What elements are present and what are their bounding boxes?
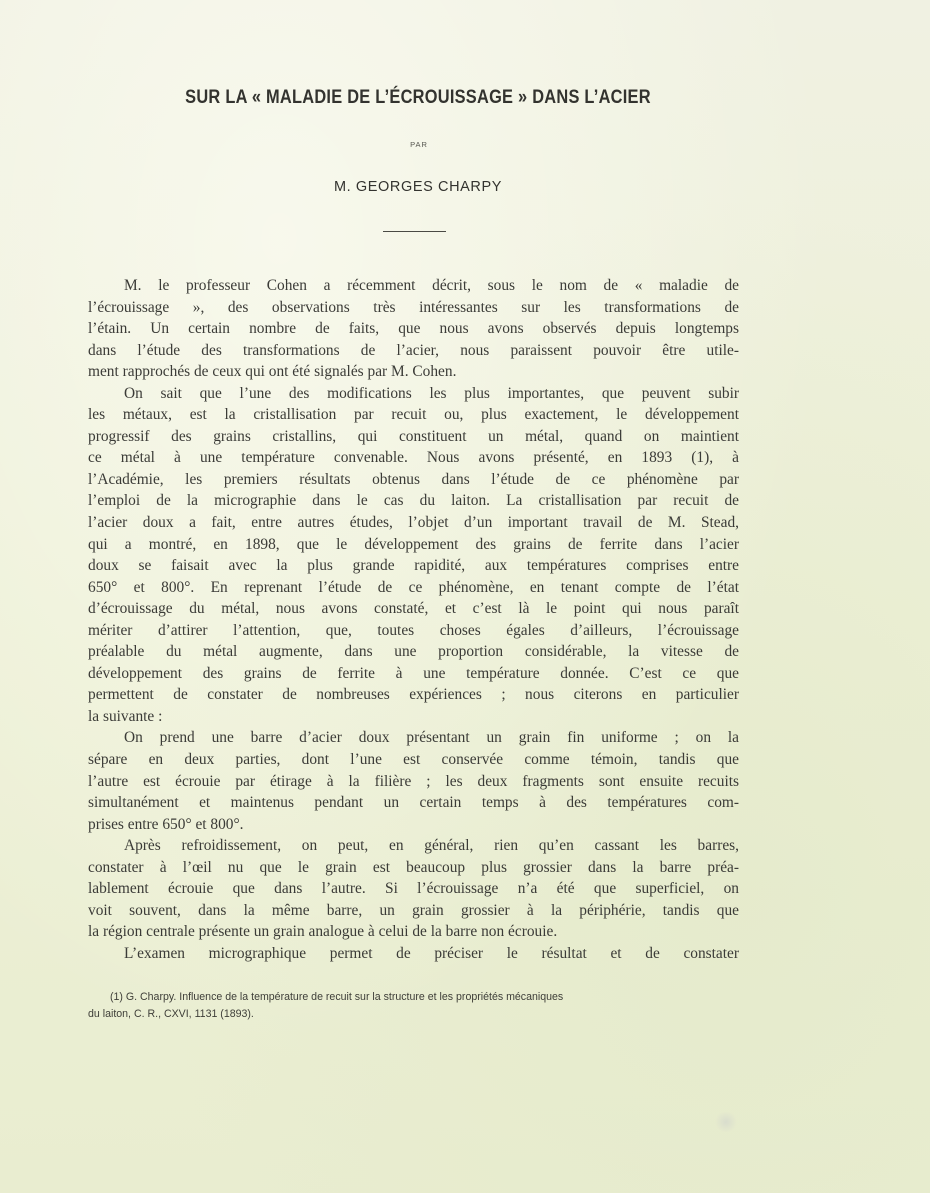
body-line: sépare en deux parties, dont l’une est conservée comme témoin, tandis que: [88, 751, 739, 769]
body-line: voit souvent, dans la même barre, un grain grossier à la périphérie, tandis que: [88, 901, 739, 919]
body-line: On prend une barre d’acier doux présentant un grain fin uniforme ; on la: [124, 729, 739, 747]
body-line: constater à l’œil nu que le grain est beaucoup plus grossier dans la barre préa-: [88, 858, 739, 876]
body-line: Après refroidissement, on peut, en général, rien qu’en cassant les barres,: [124, 837, 739, 855]
author-name: M. GEORGES CHARPY: [333, 179, 503, 195]
byline-par: PAR: [410, 140, 428, 149]
body-line: l’écrouissage », des observations très intéressantes sur les transformations de: [88, 298, 739, 316]
body-line: l’Académie, les premiers résultats obtenus dans l’étude de ce phénomène par: [88, 470, 739, 488]
body-line: l’acier doux a fait, entre autres études, l’objet d’un important travail de M. Stead,: [88, 514, 739, 532]
body-line: doux se faisait avec la plus grande rapidité, aux températures comprises entre: [88, 557, 739, 575]
body-line: les métaux, est la cristallisation par recuit ou, plus exactement, le développement: [88, 406, 739, 424]
body-line: 650° et 800°. En reprenant l’étude de ce phénomène, en tenant compte de l’état: [88, 578, 739, 596]
body-line: On sait que l’une des modifications les plus importantes, que peuvent subir: [124, 384, 739, 402]
body-line: qui a montré, en 1898, que le développement des grains de ferrite dans l’acier: [88, 535, 739, 553]
body-line: ce métal à une température convenable. Nous avons présenté, en 1893 (1), à: [88, 449, 739, 467]
body-line: développement des grains de ferrite à une température donnée. C’est ce que: [88, 664, 739, 682]
article-body: [88, 275, 739, 965]
body-line: dans l’étude des transformations de l’acier, nous paraissent pouvoir être utile-: [88, 341, 739, 359]
body-line: l’autre est écrouie par étirage à la filière ; les deux fragments sont ensuite recuits: [88, 772, 739, 790]
body-line: l’emploi de la micrographie dans le cas du laiton. La cristallisation par recuit de: [88, 492, 739, 510]
body-line: progressif des grains cristallins, qui constituent un métal, quand on maintient: [88, 427, 739, 445]
body-line: L’examen micrographique permet de préciser le résultat et de constater: [124, 944, 739, 962]
footnote-line: du laiton, C. R., CXVI, 1131 (1893).: [88, 1008, 254, 1020]
body-line: la suivante :: [88, 707, 163, 725]
body-line: l’étain. Un certain nombre de faits, que nous avons observés depuis longtemps: [88, 320, 739, 338]
scan-smudge: [714, 1112, 738, 1132]
title-separator-rule: [383, 231, 446, 232]
body-line: d’écrouissage du métal, nous avons constaté, et c’est là le point qui nous paraît: [88, 600, 739, 618]
body-line: préalable du métal augmente, dans une proportion considérable, la vitesse de: [88, 643, 739, 661]
body-line: simultanément et maintenus pendant un certain temps à des températures com-: [88, 794, 739, 812]
body-line: permettent de constater de nombreuses expériences ; nous citerons en particulier: [88, 686, 739, 704]
body-line: mériter d’attirer l’attention, que, toutes choses égales d’ailleurs, l’écrouissage: [88, 621, 739, 639]
footnote: [88, 989, 739, 1023]
body-line: ment rapprochés de ceux qui ont été signalés par M. Cohen.: [88, 363, 457, 381]
body-line: la région centrale présente un grain analogue à celui de la barre non écrouie.: [88, 923, 558, 941]
article-title: SUR LA « MALADIE DE L’ÉCROUISSAGE » DANS L’ACIER: [185, 86, 651, 108]
body-line: lablement écrouie que dans l’autre. Si l’écrouissage n’a été que superficiel, on: [88, 880, 739, 898]
body-line: prises entre 650° et 800°.: [88, 815, 244, 833]
body-line: M. le professeur Cohen a récemment décrit, sous le nom de « maladie de: [124, 277, 739, 294]
footnote-line: (1) G. Charpy. Influence de la température de recuit sur la structure et les propriétés mécaniques: [110, 991, 564, 1003]
